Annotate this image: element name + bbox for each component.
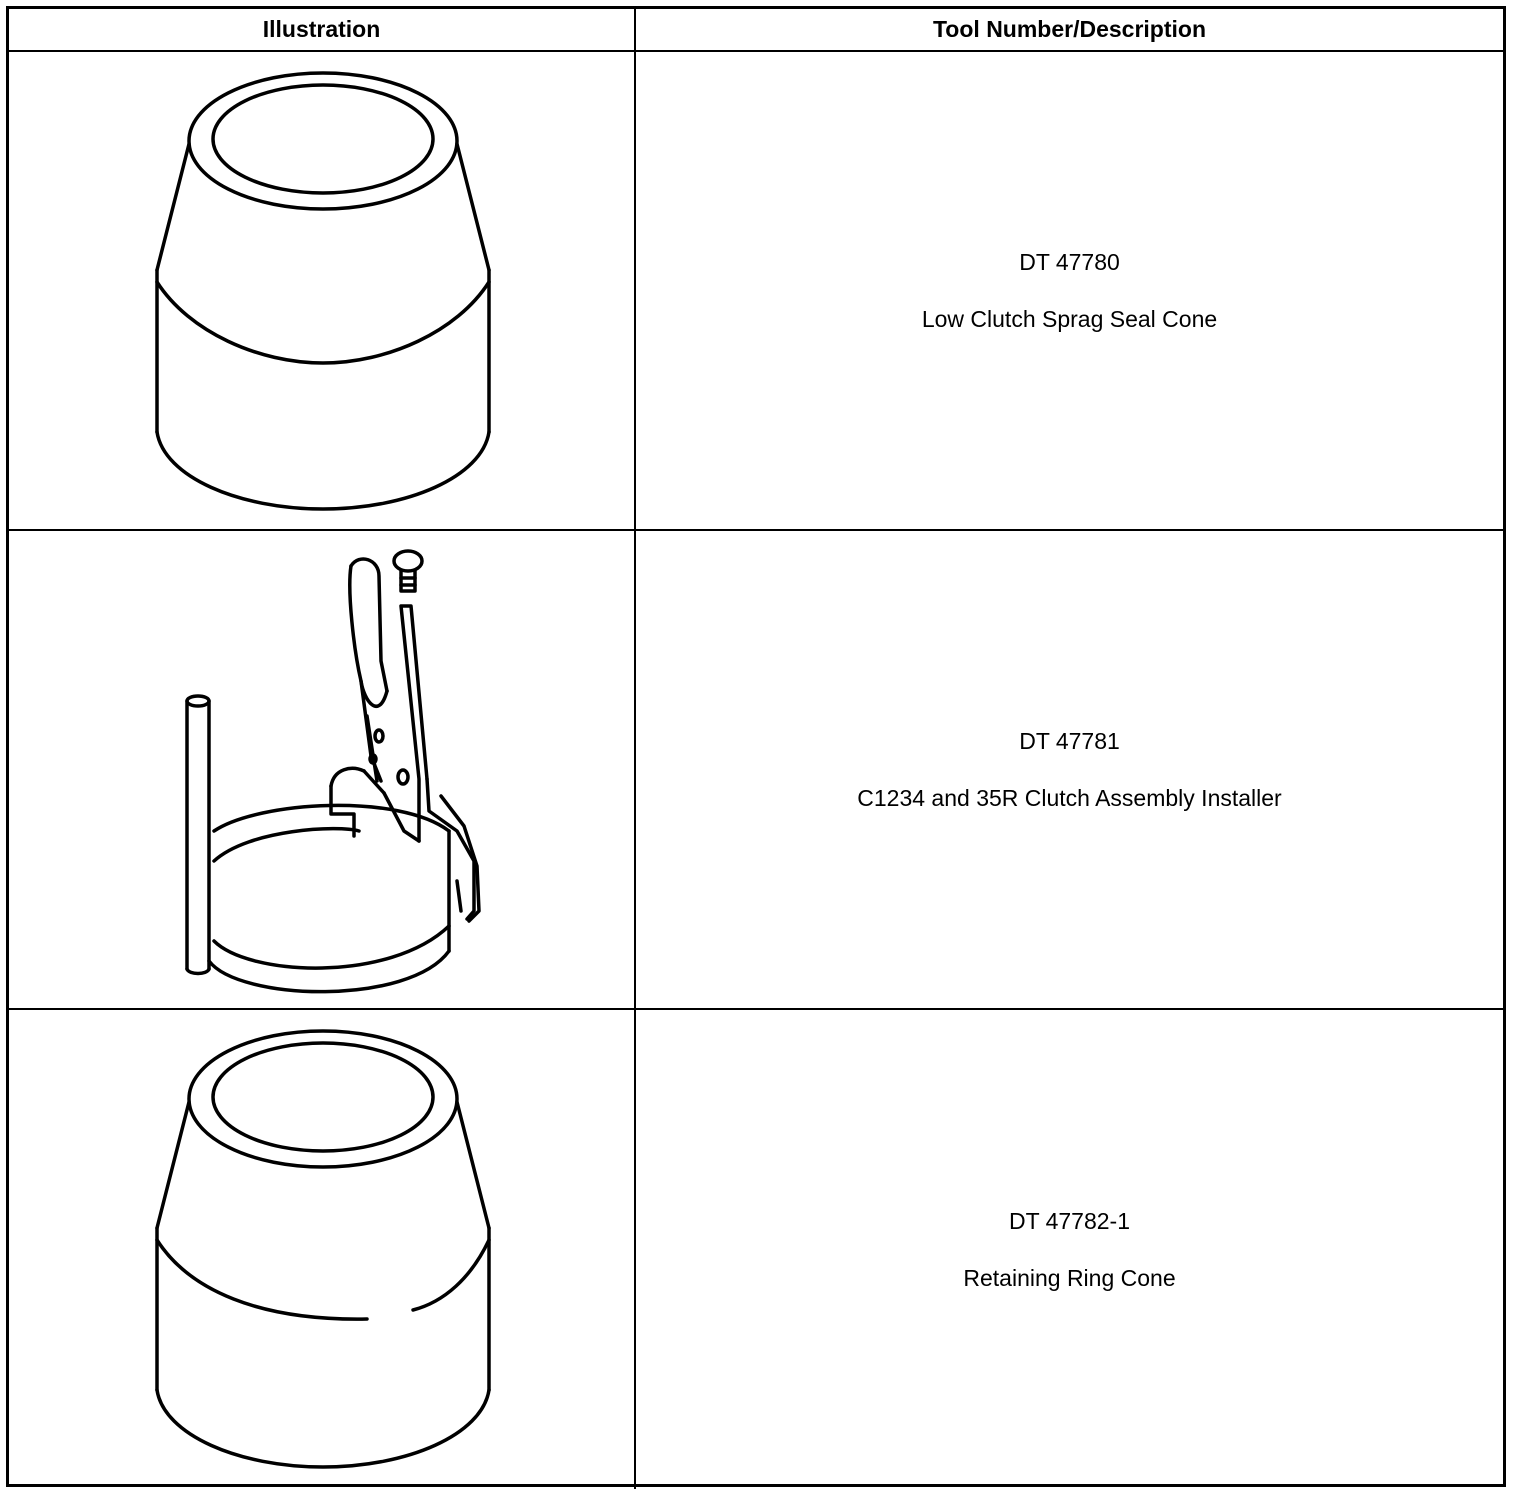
illustration-cell xyxy=(9,52,636,529)
description-cell xyxy=(636,531,1503,1008)
illustration-cell xyxy=(9,1010,636,1489)
description-cell xyxy=(636,1010,1503,1489)
header-illustration: Illustration xyxy=(9,9,636,50)
tool-number: DT 47782-1 xyxy=(1008,1207,1131,1234)
clutch-installer-pliers-drawing xyxy=(9,531,636,1010)
tool-description: Low Clutch Sprag Seal Cone xyxy=(921,305,1218,332)
header-tool-description: Tool Number/Description xyxy=(932,16,1207,42)
table-row xyxy=(9,1010,1503,1489)
tool-table xyxy=(6,6,1506,1487)
table-row xyxy=(9,52,1503,531)
illustration-cell xyxy=(9,531,636,1008)
table-header-row xyxy=(9,9,1503,52)
tool-description: C1234 and 35R Clutch Assembly Installer xyxy=(857,784,1282,811)
retaining-ring-cone-drawing xyxy=(9,1010,636,1489)
seal-cone-drawing xyxy=(9,52,636,531)
description-cell xyxy=(636,52,1503,529)
tool-description: Retaining Ring Cone xyxy=(963,1264,1176,1291)
table-row xyxy=(9,531,1503,1010)
tool-number: DT 47781 xyxy=(1019,727,1120,754)
tool-number: DT 47780 xyxy=(1019,248,1120,275)
